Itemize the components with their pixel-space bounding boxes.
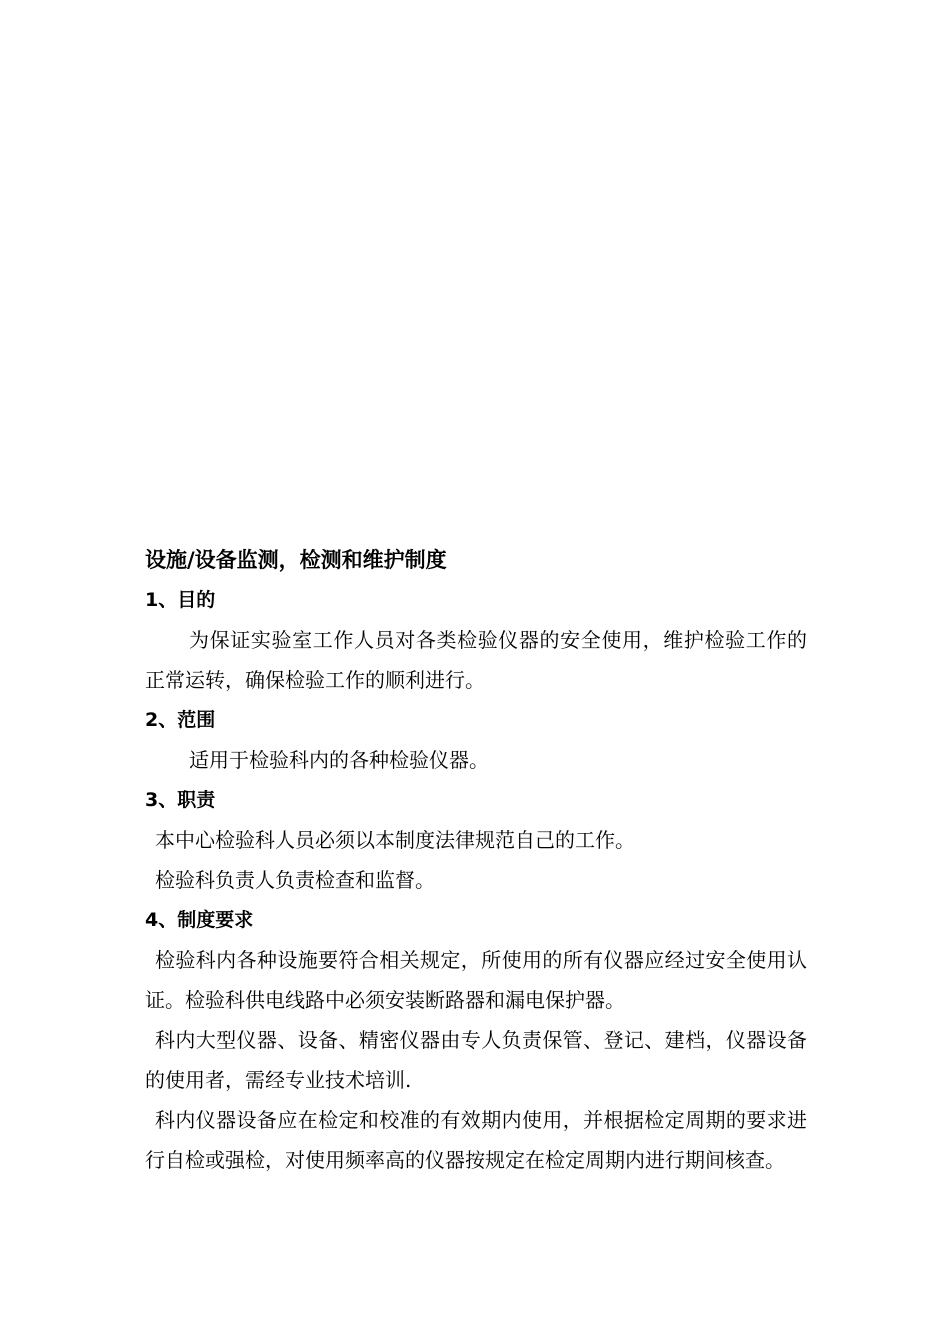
responsibility-paragraph-2: 检验科负责人负责检查和监督。 xyxy=(155,868,435,892)
scope-paragraph: 适用于检验科内的各种检验仪器。 xyxy=(189,748,489,772)
section-heading-purpose: 1、目的 xyxy=(145,589,216,611)
requirements-paragraph-3: 科内仪器设备应在检定和校准的有效期内使用，并根据检定周期的要求进行自检或强检，对使用频率高的仪器按规定在检定周期内进行期间核查。 xyxy=(145,1108,807,1172)
requirements-paragraph-2: 科内大型仪器、设备、精密仪器由专人负责保管、登记、建档，仪器设备的使用者，需经专业技术培训. xyxy=(145,1028,807,1092)
document-title: 设施/设备监测，检测和维护制度 xyxy=(145,548,447,572)
purpose-paragraph: 为保证实验室工作人员对各类检验仪器的安全使用，维护检验工作的正常运转，确保检验工作的顺利进行。 xyxy=(145,628,807,692)
document-body xyxy=(145,540,807,1180)
responsibility-paragraph-1: 本中心检验科人员必须以本制度法律规范自己的工作。 xyxy=(155,828,635,852)
section-heading-scope: 2、范围 xyxy=(145,709,216,731)
section-heading-requirements: 4、制度要求 xyxy=(145,909,254,931)
section-heading-responsibility: 3、职责 xyxy=(145,789,216,811)
requirements-paragraph-1: 检验科内各种设施要符合相关规定，所使用的所有仪器应经过安全使用认证。检验科供电线路中必须安装断路器和漏电保护器。 xyxy=(145,948,807,1012)
